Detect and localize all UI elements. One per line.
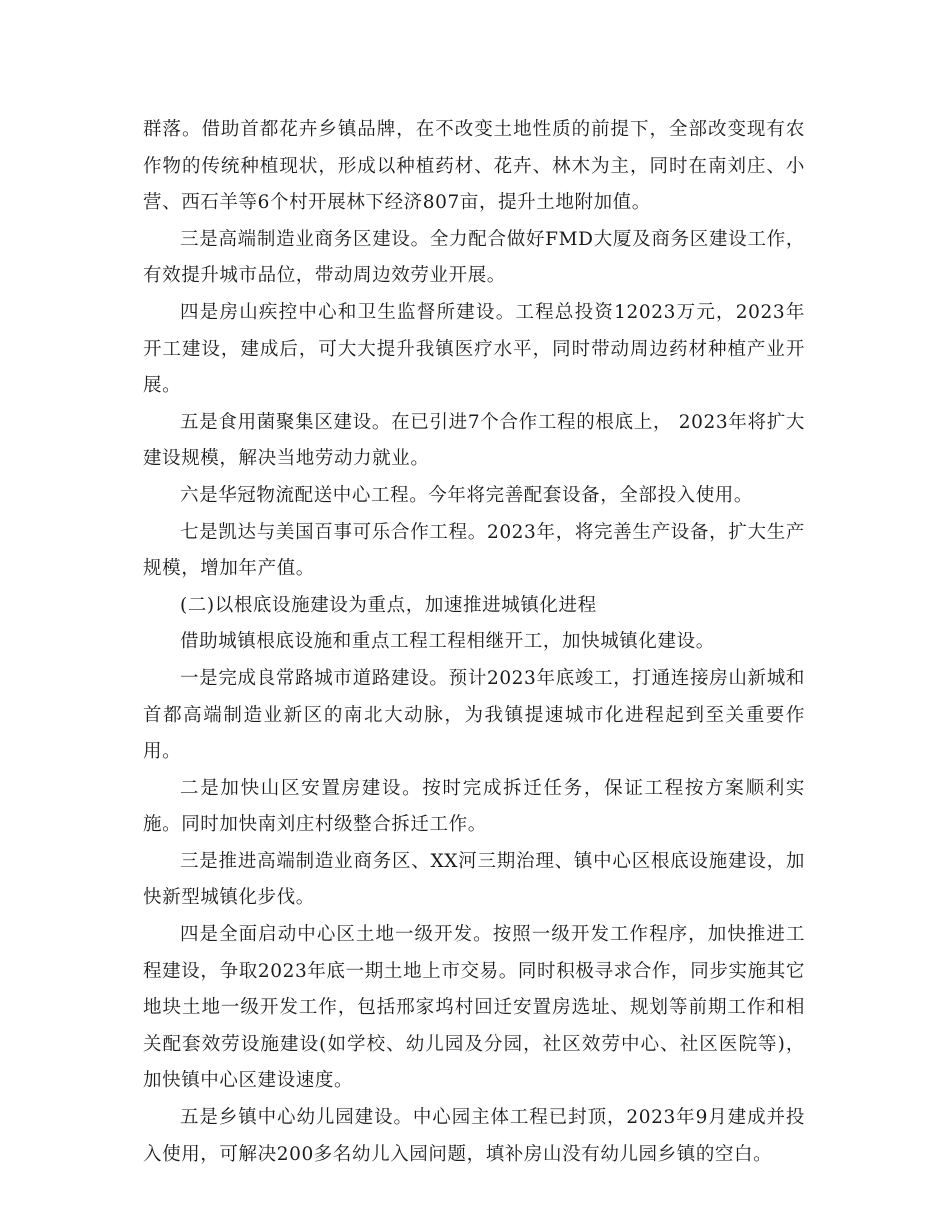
paragraph-disease-control-center: 四是房山疾控中心和卫生监督所建设。工程总投资12023万元，2023年开工建设，建成后，可大大提升我镇医疗水平，同时带动周边药材种植产业开展。 — [143, 301, 805, 397]
paragraph-pepsi-cooperation: 七是凯达与美国百事可乐合作工程。2023年，将完善生产设备，扩大生产规模，增加年产值。 — [143, 521, 805, 580]
paragraph-resettlement-housing: 二是加快山区安置房建设。按时完成拆迁任务，保证工程按方案顺利实施。同时加快南刘庄村级整合拆迁工作。 — [143, 777, 805, 836]
paragraph-business-district: 三是高端制造业商务区建设。全力配合做好FMD大厦及商务区建设工作，有效提升城市品位，带动周边效劳业开展。 — [143, 228, 805, 287]
paragraph-continued-flower-town: 群落。借助首都花卉乡镇品牌，在不改变土地性质的前提下，全部改变现有农作物的传统种植现状，形成以种植药材、花卉、林木为主，同时在南刘庄、小营、西石羊等6个村开展林下经济807亩，提升土地附加值。 — [143, 119, 805, 214]
paragraph-mushroom-cluster: 五是食用菌聚集区建设。在已引进7个合作工程的根底上， 2023年将扩大建设规模，解决当地劳动力就业。 — [143, 411, 805, 470]
paragraph-logistics-center: 六是华冠物流配送中心工程。今年将完善配套设备，全部投入使用。 — [180, 484, 754, 506]
paragraph-land-development: 四是全面启动中心区土地一级开发。按照一级开发工作程序，加快推进工程建设，争取2023年底一期土地上市交易。同时积极寻求合作，同步实施其它地块土地一级开发工作，包括邢家坞村回迁安置房选址、规划等前期工作和相关配套效劳设施建设(如学校、幼儿园及分园，社区效劳中心、社区医院等)，加快镇中心区建设速度。 — [143, 924, 805, 1092]
paragraph-river-governance: 三是推进高端制造业商务区、XX河三期治理、镇中心区根底设施建设，加快新型城镇化步伐。 — [143, 850, 805, 909]
section-heading-infrastructure: (二)以根底设施建设为重点，加速推进城镇化进程 — [180, 594, 597, 616]
paragraph-kindergarten: 五是乡镇中心幼儿园建设。中心园主体工程已封顶，2023年9月建成并投入使用，可解决200多名幼儿入园问题，填补房山没有幼儿园乡镇的空白。 — [143, 1107, 805, 1165]
document-body — [143, 112, 805, 1173]
paragraph-road-construction: 一是完成良常路城市道路建设。预计2023年底竣工，打通连接房山新城和首都高端制造业新区的南北大动脉，为我镇提速城市化进程起到至关重要作用。 — [143, 667, 805, 763]
paragraph-urbanization-intro: 借助城镇根底设施和重点工程工程相继开工，加快城镇化建设。 — [180, 631, 715, 653]
